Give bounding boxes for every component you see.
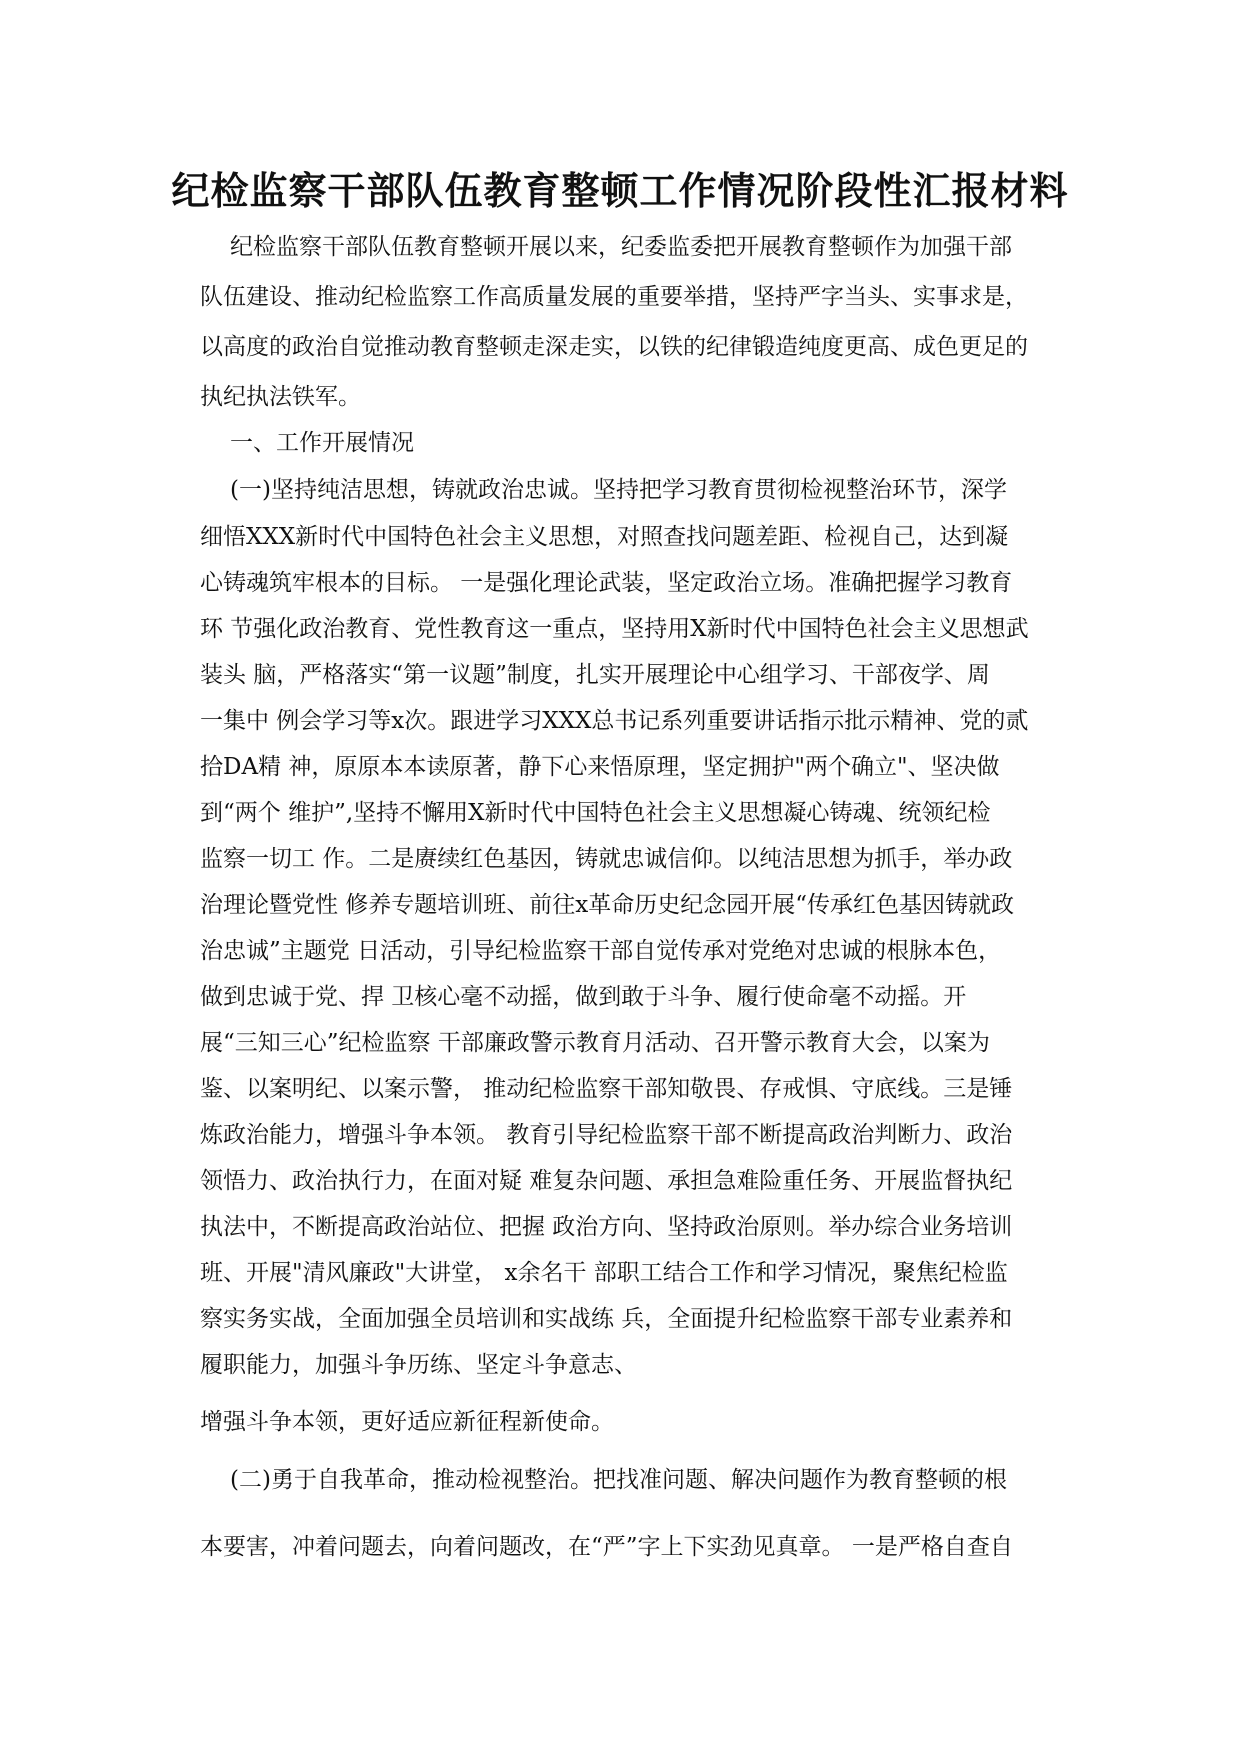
body-line: 装头 脑，严格落实“第一议题”制度，扎实开展理论中心组学习、干部夜学、周 bbox=[200, 662, 990, 688]
body-line: 环 节强化政治教育、党性教育这一重点，坚持用X新时代中国特色社会主义思想武 bbox=[200, 616, 1029, 642]
body-line: 鉴、以案明纪、以案示警， 推动纪检监察干部知敬畏、存戒惧、守底线。三是锤 bbox=[200, 1076, 1013, 1102]
body-line: 队伍建设、推动纪检监察工作高质量发展的重要举措，坚持严字当头、实事求是， bbox=[200, 284, 1028, 310]
body-line: 执纪执法铁军。 bbox=[200, 384, 361, 410]
body-line: 展“三知三心”纪检监察 干部廉政警示教育月活动、召开警示教育大会，以案为 bbox=[200, 1030, 990, 1056]
body-line: 做到忠诚于党、捍 卫核心毫不动摇，做到敢于斗争、履行使命毫不动摇。开 bbox=[200, 984, 967, 1010]
body-line: 班、开展"清风廉政"大讲堂， x余名干 部职工结合工作和学习情况，聚焦纪检监 bbox=[200, 1260, 1008, 1286]
body-line: 治忠诚”主题党 日活动，引导纪检监察干部自觉传承对党绝对忠诚的根脉本色， bbox=[200, 938, 1002, 964]
body-line: 监察一切工 作。二是赓续红色基因，铸就忠诚信仰。以纯洁思想为抓手，举办政 bbox=[200, 846, 1013, 872]
body-line: 增强斗争本领，更好适应新征程新使命。 bbox=[200, 1409, 614, 1435]
body-line: 本要害，冲着问题去，向着问题改，在“严”字上下实劲见真章。 一是严格自查自 bbox=[200, 1534, 1013, 1560]
section-heading: 一、工作开展情况 bbox=[230, 430, 414, 456]
body-line: 治理论暨党性 修养专题培训班、前往x革命历史纪念园开展“传承红色基因铸就政 bbox=[200, 892, 1015, 918]
body-line: 执法中，不断提高政治站位、把握 政治方向、坚持政治原则。举办综合业务培训 bbox=[200, 1214, 1013, 1240]
body-line: 炼政治能力，增强斗争本领。 教育引导纪检监察干部不断提高政治判断力、政治 bbox=[200, 1122, 1013, 1148]
body-line: (二)勇于自我革命，推动检视整治。把找准问题、解决问题作为教育整顿的根 bbox=[230, 1467, 1007, 1493]
body-line: 到“两个 维护”,坚持不懈用X新时代中国特色社会主义思想凝心铸魂、统领纪检 bbox=[200, 800, 991, 826]
document-title: 纪检监察干部队伍教育整顿工作情况阶段性汇报材料 bbox=[171, 168, 1069, 213]
body-line: (一)坚持纯洁思想，铸就政治忠诚。坚持把学习教育贯彻检视整治环节，深学 bbox=[230, 477, 1007, 503]
body-line: 一集中 例会学习等x次。跟进学习XXX总书记系列重要讲话指示批示精神、党的贰 bbox=[200, 708, 1029, 734]
body-line: 以高度的政治自觉推动教育整顿走深走实，以铁的纪律锻造纯度更高、成色更足的 bbox=[200, 334, 1028, 360]
body-line: 履职能力，加强斗争历练、坚定斗争意志、 bbox=[200, 1352, 637, 1378]
body-line: 拾DA精 神，原原本本读原著，静下心来悟原理，坚定拥护"两个确立"、坚决做 bbox=[200, 754, 1000, 780]
body-line: 心铸魂筑牢根本的目标。 一是强化理论武装，坚定政治立场。准确把握学习教育 bbox=[200, 570, 1013, 596]
body-line: 纪检监察干部队伍教育整顿开展以来，纪委监委把开展教育整顿作为加强干部 bbox=[230, 234, 1012, 260]
body-line: 细悟XXX新时代中国特色社会主义思想，对照查找问题差距、检视自己，达到凝 bbox=[200, 524, 1009, 550]
body-line: 察实务实战，全面加强全员培训和实战练 兵，全面提升纪检监察干部专业素养和 bbox=[200, 1306, 1013, 1332]
body-line: 领悟力、政治执行力，在面对疑 难复杂问题、承担急难险重任务、开展监督执纪 bbox=[200, 1168, 1013, 1194]
